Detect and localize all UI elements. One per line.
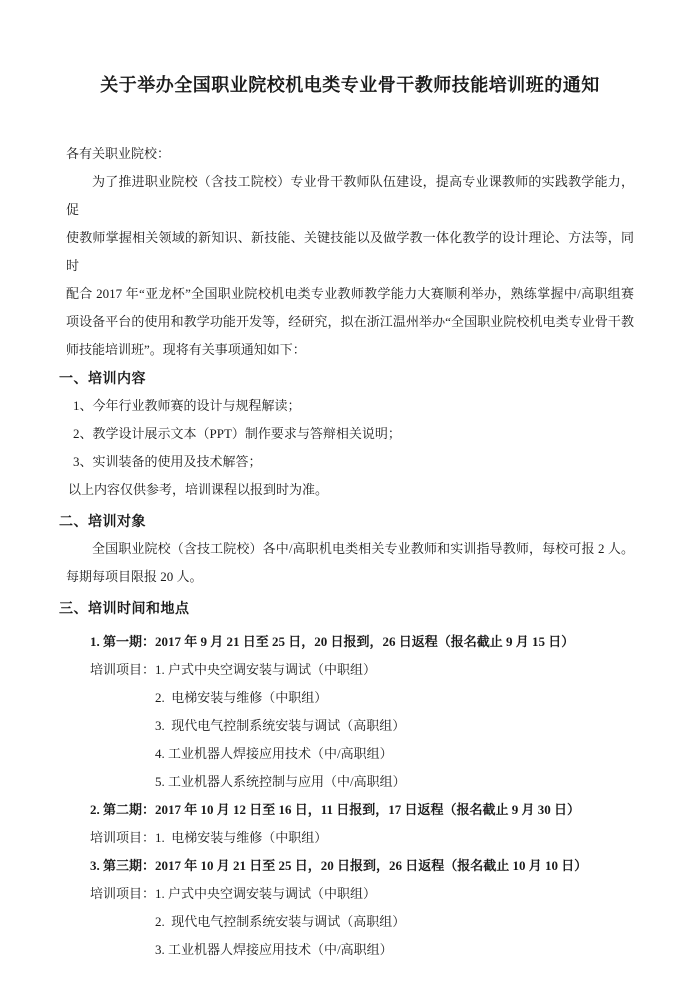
training-period (66, 852, 634, 964)
section-heading-training-audience: 二、培训对象 (59, 513, 146, 529)
project-label: 培训项目： (90, 830, 156, 845)
project-item: 2. 现代电气控制系统安装与调试（高职组） (155, 914, 406, 929)
training-period (66, 628, 634, 796)
training-period (66, 796, 634, 852)
intro-paragraph (66, 168, 634, 364)
period-header: 2. 第二期：2017 年 10 月 12 日至 16 日，11 日报到，17 日返程（报名截止 9 月 30 日） (90, 802, 581, 817)
audience-line: 每期每项目限报 20 人。 (66, 569, 203, 584)
project-label: 培训项目： (90, 886, 156, 901)
project-first-line (90, 880, 634, 908)
project-item: 1. 户式中央空调安装与调试（中职组） (155, 662, 377, 677)
intro-line: 为了推进职业院校（含技工院校）专业骨干教师队伍建设，提高专业课教师的实践教学能力，促 (66, 174, 634, 217)
period-header: 1. 第一期：2017 年 9 月 21 日至 25 日，20 日报到，26 日返程（报名截止 9 月 15 日） (90, 634, 575, 649)
project-first-line (90, 656, 634, 684)
project-item: 2. 电梯安装与维修（中职组） (155, 690, 328, 705)
intro-line: 使教师掌握相关领域的新知识、新技能、关键技能以及做学教一体化教学的设计理论、方法等，同时 (66, 230, 634, 273)
project-item: 4. 工业机器人焊接应用技术（中/高职组） (155, 746, 393, 761)
period-header: 3. 第三期：2017 年 10 月 21 日至 25 日，20 日报到，26 日返程（报名截止 10 月 10 日） (90, 858, 588, 873)
project-item: 3. 现代电气控制系统安装与调试（高职组） (155, 718, 406, 733)
intro-line: 项设备平台的使用和教学功能开发等，经研究，拟在浙江温州举办“全国职业院校机电类专业骨干教 (66, 314, 634, 329)
section-heading-training-schedule: 三、培训时间和地点 (59, 600, 190, 616)
content-item: 3、实训装备的使用及技术解答； (73, 454, 262, 469)
project-item: 3. 工业机器人焊接应用技术（中/高职组） (155, 942, 393, 957)
audience-line: 全国职业院校（含技工院校）各中/高职机电类相关专业教师和实训指导教师，每校可报 2 人。 (92, 541, 634, 556)
section1-note: 以上内容仅供参考，培训课程以报到时为准。 (68, 482, 329, 497)
salutation: 各有关职业院校： (66, 146, 171, 161)
intro-line: 师技能培训班”。现将有关事项通知如下： (66, 342, 306, 357)
document-title: 关于举办全国职业院校机电类专业骨干教师技能培训班的通知 (100, 75, 600, 95)
project-item: 1. 户式中央空调安装与调试（中职组） (155, 886, 377, 901)
section-heading-training-content: 一、培训内容 (59, 370, 146, 386)
project-item: 5. 工业机器人系统控制与应用（中/高职组） (155, 774, 406, 789)
training-period-list (66, 628, 634, 964)
content-item: 2、教学设计展示文本（PPT）制作要求与答辩相关说明； (73, 426, 401, 441)
project-first-line (90, 824, 634, 852)
content-item: 1、今年行业教师赛的设计与规程解读； (73, 398, 301, 413)
project-item: 1. 电梯安装与维修（中职组） (155, 830, 328, 845)
section2-body (66, 535, 634, 591)
project-label: 培训项目： (90, 662, 156, 677)
section1-item-list (66, 392, 634, 476)
intro-line: 配合 2017 年“亚龙杯”全国职业院校机电类专业教师教学能力大赛顺利举办，熟练掌握中/高职组赛 (66, 286, 634, 301)
